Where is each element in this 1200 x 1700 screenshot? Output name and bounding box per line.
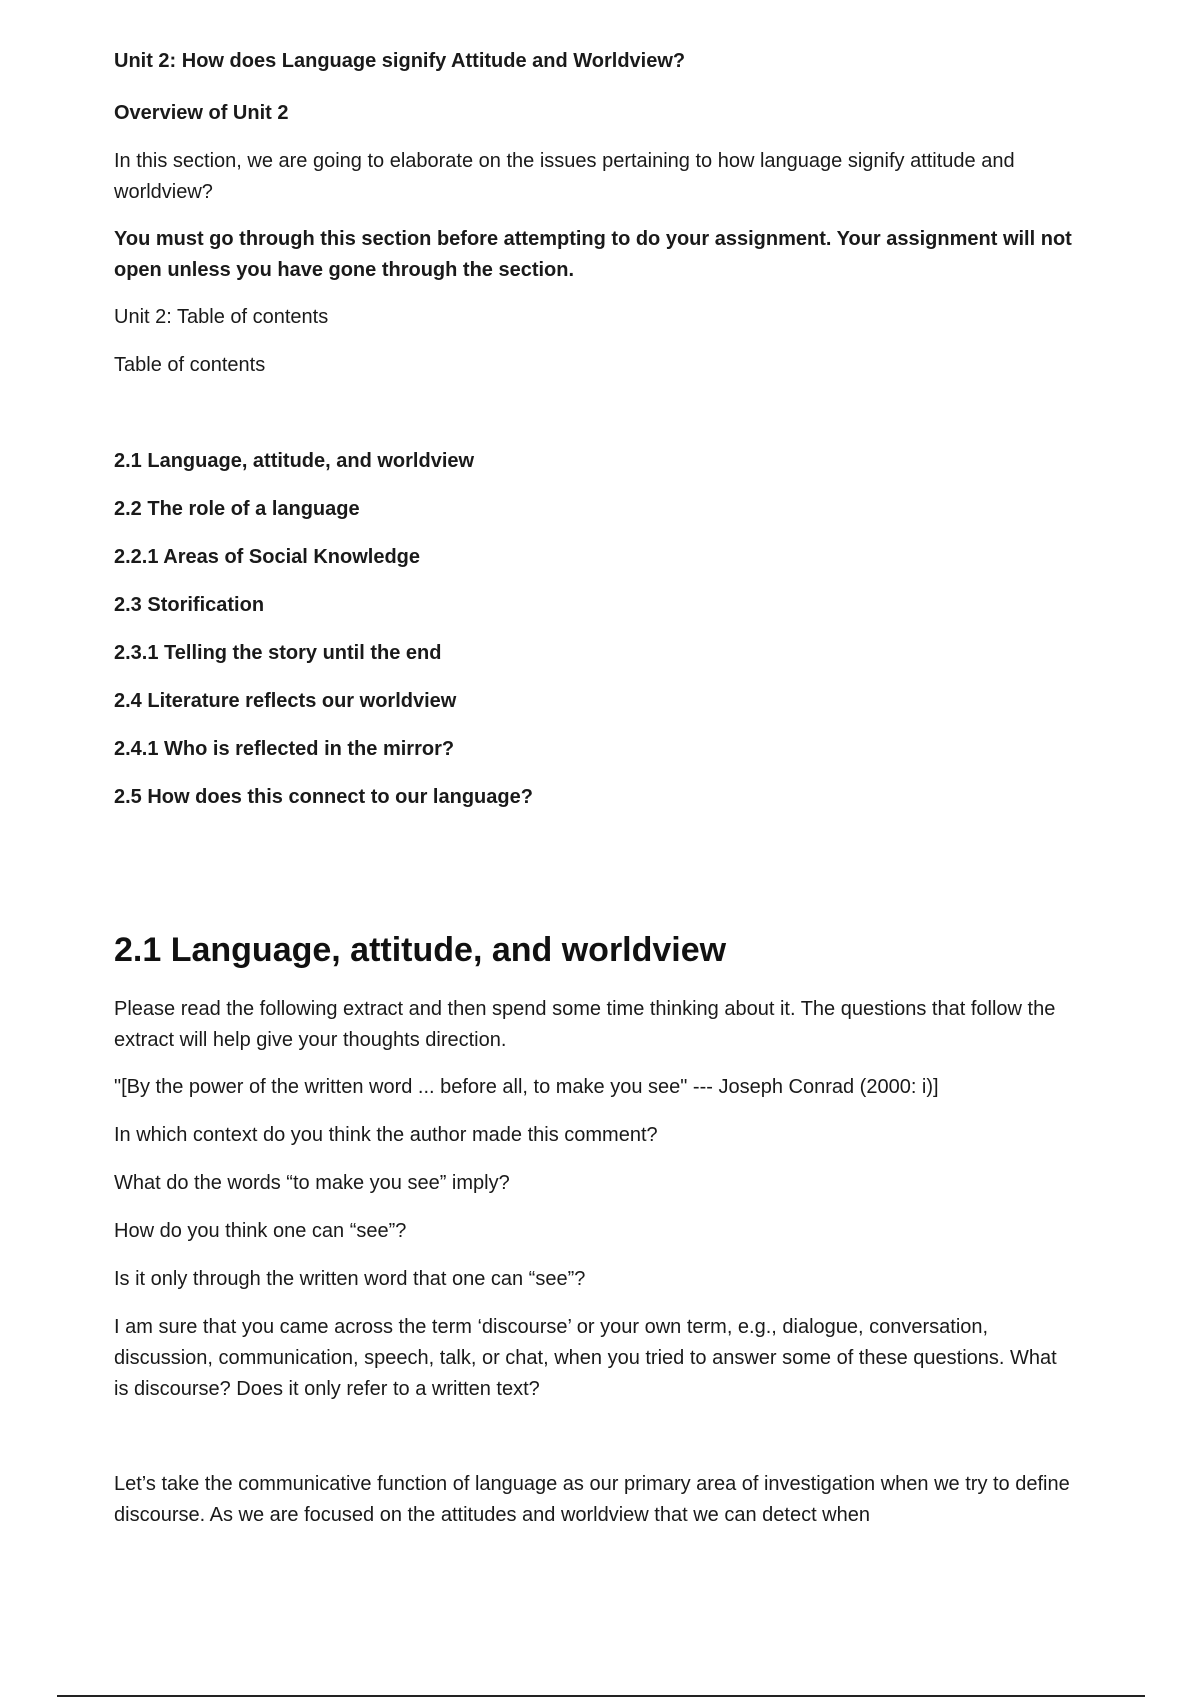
toc-label: Table of contents — [114, 354, 266, 376]
assignment-notice: You must go through this section before attempting to do your assignment. Your assignment will not open unless you have gone through the section. — [114, 228, 1072, 281]
question: In which context do you think the author made this comment? — [114, 1124, 658, 1146]
conrad-quote: "[By the power of the written word ... before all, to make you see" --- Joseph Conrad (2000: i)] — [114, 1076, 939, 1098]
overview-heading: Overview of Unit 2 — [114, 102, 289, 124]
toc-item[interactable]: 2.3 Storification — [114, 594, 265, 616]
question: Is it only through the written word that one can “see”? — [114, 1268, 586, 1290]
toc-item[interactable]: 2.2 The role of a language — [114, 498, 360, 520]
section-heading: 2.1 Language, attitude, and worldview — [114, 931, 727, 969]
discourse-paragraph: I am sure that you came across the term ‘discourse’ or your own term, e.g., dialogue, conversation, discussion, communication, speech, talk, or chat, when you tried to answer some of these questions. What is discourse? Does it only refer to a written text? — [114, 1316, 1057, 1400]
unit-toc-label: Unit 2: Table of contents — [114, 306, 329, 328]
toc-item[interactable]: 2.5 How does this connect to our language? — [114, 786, 533, 808]
toc-item[interactable]: 2.1 Language, attitude, and worldview — [114, 450, 475, 472]
question: What do the words “to make you see” imply? — [114, 1172, 510, 1194]
footer-rule — [57, 1695, 1145, 1697]
question: How do you think one can “see”? — [114, 1220, 407, 1242]
unit-title: Unit 2: How does Language signify Attitude and Worldview? — [114, 50, 686, 72]
communicative-paragraph: Let’s take the communicative function of language as our primary area of investigation when we try to define discourse. As we are focused on the attitudes and worldview that we can detect when — [114, 1473, 1070, 1526]
toc-item[interactable]: 2.3.1 Telling the story until the end — [114, 642, 442, 664]
section-paragraph: Please read the following extract and then spend some time thinking about it. The questions that follow the extract will help give your thoughts direction. — [114, 998, 1056, 1051]
toc-item[interactable]: 2.4 Literature reflects our worldview — [114, 690, 457, 712]
toc-item[interactable]: 2.2.1 Areas of Social Knowledge — [114, 546, 421, 568]
overview-text: In this section, we are going to elaborate on the issues pertaining to how language signify attitude and worldview? — [114, 150, 1015, 203]
toc-item[interactable]: 2.4.1 Who is reflected in the mirror? — [114, 738, 455, 760]
